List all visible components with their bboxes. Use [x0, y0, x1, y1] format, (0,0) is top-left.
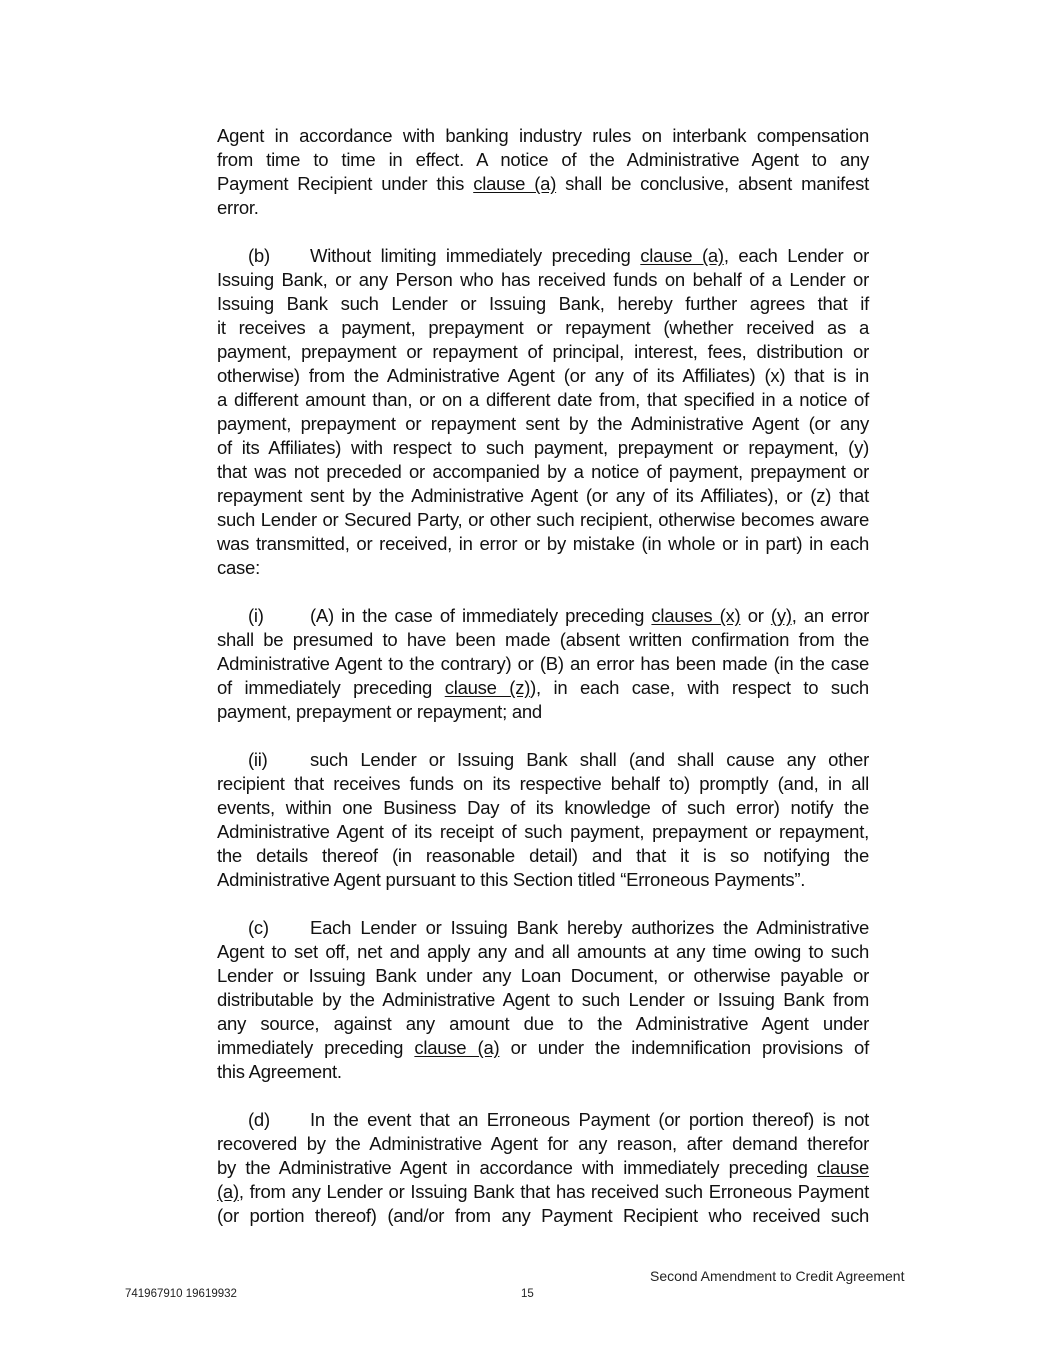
text-line: (i) (A) in the case of immediately preceding clauses (x) or (y), an error — [248, 605, 869, 626]
clause-label: (ii) — [248, 749, 268, 770]
clause-reference: clause (z) — [444, 677, 531, 698]
text-line: that was not preceded or accompanied by a notice of payment, prepayment or — [217, 461, 869, 482]
paragraph-clause-d — [217, 1108, 869, 1228]
paragraph-clause-i — [217, 604, 869, 724]
text-line: by the Administrative Agent in accordance with immediately preceding clause — [217, 1157, 869, 1178]
text-line: repayment sent by the Administrative Agent (or any of its Affiliates), or (z) that — [217, 485, 869, 506]
text-line: a different amount than, or on a different date from, that specified in a notice of — [217, 389, 869, 410]
text-line: payment, prepayment or repayment; and — [217, 701, 542, 722]
text-line: was transmitted, or received, in error or by mistake (in whole or in part) in each — [217, 533, 869, 554]
text-line: it receives a payment, prepayment or repayment (whether received as a — [217, 317, 869, 338]
document-body — [217, 124, 869, 1252]
text-line: events, within one Business Day of its knowledge of such error) notify the — [217, 797, 869, 818]
text-line: otherwise) from the Administrative Agent (or any of its Affiliates) (x) that is in — [217, 365, 869, 386]
text-line: such Lender or Secured Party, or other such recipient, otherwise becomes aware — [217, 509, 869, 530]
text-line: (d) In the event that an Erroneous Payment (or portion thereof) is not — [248, 1109, 869, 1130]
text-line: Administrative Agent of its receipt of such payment, prepayment or repayment, — [217, 821, 869, 842]
clause-reference: clause (a) — [640, 245, 724, 266]
footer-document-title: Second Amendment to Credit Agreement — [650, 1268, 905, 1284]
text-line: immediately preceding clause (a) or under the indemnification provisions of — [217, 1037, 869, 1058]
clause-label: (b) — [248, 245, 270, 266]
text-line: (or portion thereof) (and/or from any Payment Recipient who received such — [217, 1205, 869, 1226]
clause-label: (i) — [248, 605, 264, 626]
clause-reference: (y) — [770, 605, 792, 626]
text-line: (ii) such Lender or Issuing Bank shall (and shall cause any other — [248, 749, 869, 770]
text-line: payment, prepayment or repayment sent by the Administrative Agent (or any — [217, 413, 869, 434]
text-line: error. — [217, 197, 259, 218]
text-line: Administrative Agent pursuant to this Section titled “Erroneous Payments”. — [217, 869, 806, 890]
paragraph-clause-ii — [217, 748, 869, 892]
text-line: case: — [217, 557, 260, 578]
text-line: recipient that receives funds on its respective behalf to) promptly (and, in all — [217, 773, 869, 794]
text-line: (a), from any Lender or Issuing Bank that has received such Erroneous Payment — [217, 1181, 869, 1202]
text-line: of its Affiliates) with respect to such payment, prepayment or repayment, (y) — [217, 437, 869, 458]
clause-label: (c) — [248, 917, 269, 938]
clause-label: (d) — [248, 1109, 270, 1130]
text-line: Issuing Bank such Lender or Issuing Bank, hereby further agrees that if — [217, 293, 869, 314]
text-line: Agent in accordance with banking industry rules on interbank compensation — [217, 125, 869, 146]
paragraph-clause-b — [217, 244, 869, 580]
clause-reference: clause — [817, 1157, 869, 1178]
footer-document-id: 741967910 19619932 — [125, 1288, 237, 1300]
clause-reference: clause (a) — [414, 1037, 500, 1058]
text-line: shall be presumed to have been made (absent written confirmation from the — [217, 629, 869, 650]
text-line: (c) Each Lender or Issuing Bank hereby authorizes the Administrative — [248, 917, 869, 938]
text-line: Agent to set off, net and apply any and all amounts at any time owing to such — [217, 941, 869, 962]
text-line: distributable by the Administrative Agent to such Lender or Issuing Bank from — [217, 989, 869, 1010]
text-line: payment, prepayment or repayment of principal, interest, fees, distribution or — [217, 341, 869, 362]
clause-reference: clauses (x) — [651, 605, 741, 626]
text-line: (b) Without limiting immediately preceding clause (a), each Lender or — [248, 245, 870, 266]
text-line: this Agreement. — [217, 1061, 342, 1082]
text-line: the details thereof (in reasonable detail) and that it is so notifying the — [217, 845, 869, 866]
text-line: Issuing Bank, or any Person who has received funds on behalf of a Lender or — [217, 269, 869, 290]
text-line: Lender or Issuing Bank under any Loan Document, or otherwise payable or — [217, 965, 869, 986]
text-line: of immediately preceding clause (z)), in each case, with respect to such — [217, 677, 869, 698]
page-number: 15 — [521, 1288, 534, 1300]
paragraph-continuation — [217, 124, 869, 220]
text-line: Administrative Agent to the contrary) or (B) an error has been made (in the case — [217, 653, 869, 674]
clause-reference: (a) — [217, 1181, 239, 1202]
text-line: recovered by the Administrative Agent for any reason, after demand therefor — [217, 1133, 869, 1154]
text-line: any source, against any amount due to the Administrative Agent under — [217, 1013, 869, 1034]
clause-reference: clause (a) — [473, 173, 557, 194]
text-line: from time to time in effect. A notice of the Administrative Agent to any — [217, 149, 869, 170]
text-line: Payment Recipient under this clause (a) shall be conclusive, absent manifest — [217, 173, 870, 194]
paragraph-clause-c — [217, 916, 869, 1084]
